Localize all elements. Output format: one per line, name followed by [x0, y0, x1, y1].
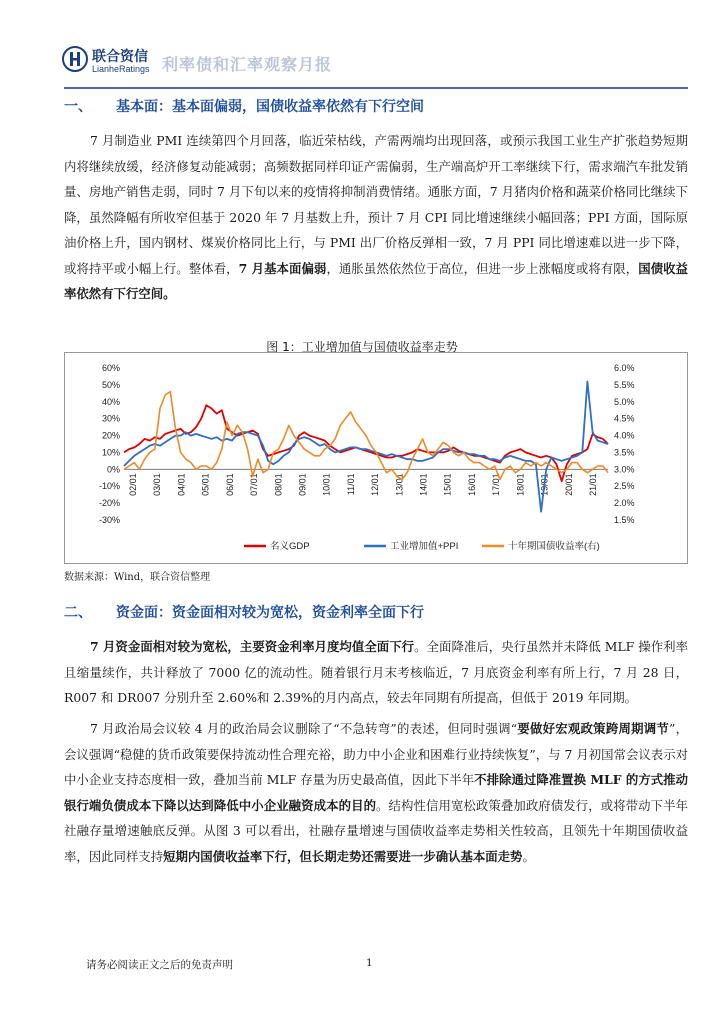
y-right-tick-label: 3.0% — [614, 464, 635, 475]
y-right-tick-label: 3.5% — [614, 447, 635, 458]
x-tick-label: 11/01 — [345, 473, 356, 496]
text-run: 。 — [522, 848, 535, 864]
text-run: 。结构性信用宽松政策叠加政府债发行，或将带动下半年社融存量增速触底反弹。从图 3 可以看出，社融存量增速与国债收益率走势相关性较高，且领先十年期国债收益率，因此同样支持 — [64, 797, 689, 864]
series-line-ip — [124, 382, 608, 512]
figure-1-source: 数据来源：Wind，联合资信整理 — [64, 572, 211, 583]
chart-frame — [65, 353, 688, 564]
x-tick-label: 08/01 — [273, 473, 284, 496]
x-tick-label: 17/01 — [491, 473, 502, 496]
logo-english-name: LianheRatings — [92, 64, 150, 74]
y-left-tick-label: 30% — [101, 413, 120, 424]
y-right-tick-label: 2.5% — [614, 481, 635, 492]
y-left-tick-label: 60% — [101, 363, 120, 373]
y-left-tick-label: 10% — [101, 447, 120, 458]
x-tick-label: 07/01 — [249, 473, 260, 496]
page-header — [62, 44, 682, 86]
x-tick-label: 02/01 — [128, 473, 138, 496]
page-number: 1 — [366, 957, 373, 969]
x-tick-label: 19/01 — [539, 473, 550, 496]
x-tick-label: 20/01 — [563, 473, 574, 496]
y-left-tick-label: 0% — [106, 464, 120, 475]
x-tick-label: 16/01 — [466, 473, 477, 496]
y-right-tick-label: 4.0% — [614, 430, 635, 441]
y-left-tick-label: 40% — [101, 396, 120, 407]
x-tick-label: 12/01 — [370, 473, 381, 496]
y-right-tick-label: 5.0% — [614, 396, 635, 407]
y-right-tick-label: 4.5% — [614, 413, 635, 424]
y-right-tick-label: 5.5% — [614, 379, 635, 390]
y-left-tick-label: -30% — [98, 515, 120, 525]
legend-label-gdp: 名义GDP — [270, 541, 310, 552]
section-2-heading — [64, 602, 424, 622]
x-tick-label: 13/01 — [394, 473, 405, 496]
section-2-title: 资金面：资金面相对较为宽松，资金利率全面下行 — [116, 605, 424, 621]
x-tick-label: 05/01 — [200, 473, 211, 496]
section-1-heading — [64, 96, 424, 116]
section-1-title: 基本面：基本面偏弱，国债收益率依然有下行空间 — [116, 99, 424, 115]
y-left-tick-label: -10% — [98, 481, 120, 492]
section-1-number: 一、 — [64, 99, 92, 115]
section-2-paragraph-1 — [64, 634, 688, 711]
text-run: ，通胀虽然依然位于高位，但进一步上涨幅度或将有限， — [326, 260, 639, 276]
footer-disclaimer: 请务必阅读正文之后的免责声明 — [86, 959, 233, 971]
x-tick-label: 14/01 — [418, 473, 429, 496]
bold-run: 不排除通过降准置换 MLF 的方式推动银行端负债成本下降以达到降低中小企业融资成本的目的 — [64, 772, 688, 813]
x-tick-label: 06/01 — [224, 473, 235, 496]
lianhe-logo-icon — [62, 46, 88, 72]
bold-run: 国债收益率依然有下行空间。 — [64, 260, 689, 301]
section-2-number: 二、 — [64, 605, 92, 621]
section-1-paragraph — [64, 128, 688, 307]
logo-chinese-name: 联合资信 — [92, 49, 148, 65]
y-left-tick-label: -20% — [98, 498, 120, 509]
text-run: ”，会议强调“稳健的货币政策要保持流动性合理充裕，助力中小企业和困难行业持续恢复”，与 7 月初国常会议表示对中小企业支持态度相一致，叠加当前 MLF 存量为历史最高值，因此下半年 — [64, 721, 689, 787]
bold-run: 要做好宏观政策跨周期调节 — [517, 721, 670, 736]
x-tick-label: 21/01 — [588, 473, 598, 496]
text-run: 7 月政治局会议较 4 月的政治局会议删除了“不急转弯”的表述，但同时强调“ — [90, 721, 518, 736]
legend-label-ip: 工业增加值+PPI — [390, 541, 459, 552]
x-tick-label: 04/01 — [176, 473, 187, 496]
bold-run: 短期内国债收益率下行，但长期走势还需要进一步确认基本面走势 — [163, 848, 523, 864]
y-right-tick-label: 6.0% — [614, 363, 635, 373]
header-divider — [64, 87, 688, 89]
y-left-tick-label: 20% — [101, 430, 120, 441]
report-title: 利率债和汇率观察月报 — [162, 55, 333, 74]
bold-run: 7 月资金面相对较为宽松，主要资金利率月度均值全面下行 — [90, 639, 415, 654]
x-tick-label: 10/01 — [321, 473, 332, 496]
text-run: 7 月制造业 PMI 连续第四个月回落，临近荣枯线，产需两端均出现回落，或预示我国工业生产扩张趋势短期内将继续放缓，经济修复动能减弱；高频数据同样印证产需偏弱，生产端高炉开工率继续下行，需求端汽车批发销量、房地产销售走弱，同时 7 月下旬以来的疫情将抑制消费情绪。通胀方面，7 月猪肉价格和蔬菜价格同比继续下降，虽然降幅有所收窄但基于 2020 年 7 月基数上升，预计 7 月 CPI 同比增速继续小幅回落；PPI 方面，国际原油价格上升，国内钢材、煤炭价格同比上行，与 PMI 出厂价格反弹相一致，7 月 PPI 同比增速难以进一步下降，或将持平或小幅上行。整体看， — [64, 133, 688, 276]
bold-run: 7 月基本面偏弱 — [238, 260, 327, 276]
figure-1-caption: 图 1：工业增加值与国债收益率走势 — [266, 340, 458, 354]
x-tick-label: 09/01 — [297, 473, 308, 496]
x-tick-label: 15/01 — [442, 473, 453, 496]
x-tick-label: 03/01 — [152, 473, 163, 496]
legend-label-bond: 十年期国债收益率(右) — [508, 541, 600, 552]
x-tick-label: 18/01 — [515, 473, 526, 496]
text-run: 。全面降准后，央行虽然并未降低 MLF 操作利率且缩量续作，共计释放了 7000 亿的流动性。随着银行月末考核临近，7 月底资金利率有所上行，7 月 28 日，R007 和 DR007 分别升至 2.60%和 2.39%的月内高点，较去年同期有所提高，但低于 2019 年同期。 — [64, 639, 689, 705]
y-right-tick-label: 1.5% — [614, 515, 635, 525]
chart-svg — [64, 352, 688, 564]
section-2-paragraph-2 — [64, 716, 688, 869]
y-right-tick-label: 2.0% — [614, 498, 635, 509]
figure-1-chart — [64, 352, 688, 564]
y-left-tick-label: 50% — [101, 379, 120, 390]
